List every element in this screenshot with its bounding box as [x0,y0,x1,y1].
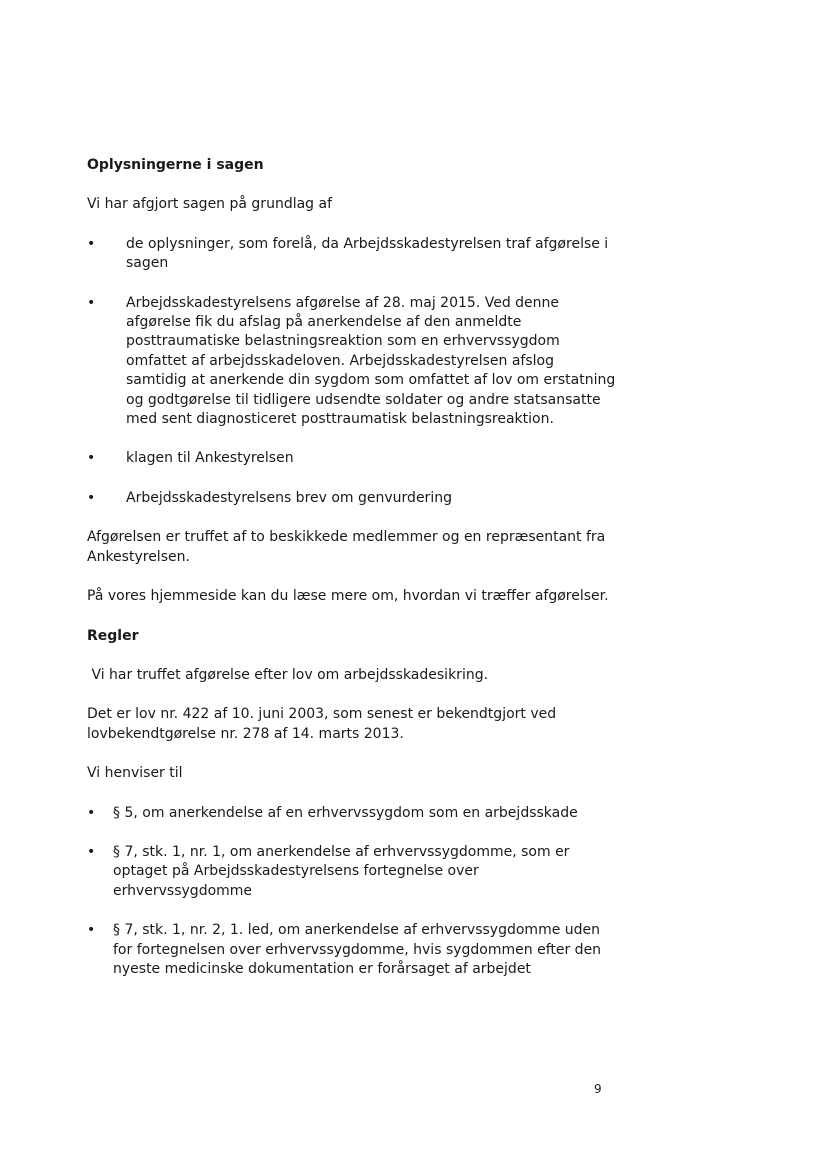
evidence-list [87,235,617,508]
list-item-text: Arbejdsskadestyrelsens brev om genvurdering [126,489,452,506]
references-list [87,804,617,980]
law-paragraph: Vi har truffet afgørelse efter lov om arbejdsskadesikring. [87,666,489,683]
list-item [87,235,617,274]
decision-makers-paragraph: Afgørelsen er truffet af to beskikkede medlemmer og en repræsentant fra Ankestyrelsen. [87,529,606,565]
section-heading-regler: Regler [87,627,139,644]
list-item-text: klagen til Ankestyrelsen [126,450,294,467]
list-item-text: Arbejdsskadestyrelsens afgørelse af 28. maj 2015. Ved denne afgørelse fik du afslag på anerkendelse af den anmeldte posttraumatiske belastningsreaktion som en erhvervssygdom omfattet af arbejdsskadeloven. Arbejdsskadestyrelsen afslog samtidig at anerkende din sygdom som omfattet af lov om erstatning og godtgørelse til tidligere udsendte soldater og andre statsansatte med sent diagnosticeret posttraumatisk belastningsreaktion. [126,294,616,428]
bullet-icon: • [87,804,96,821]
page-number: 9 [594,1082,602,1096]
bullet-icon: • [87,922,96,939]
list-item-text: de oplysninger, som forelå, da Arbejdsskadestyrelsen traf afgørelse i sagen [126,235,609,272]
list-item [87,294,617,430]
bullet-icon: • [87,489,96,506]
list-item [87,804,617,823]
section-heading-oplysninger: Oplysningerne i sagen [87,157,264,173]
list-item [87,921,617,979]
references-intro: Vi henviser til [87,765,183,782]
list-item [87,843,617,901]
bullet-icon: • [87,294,96,311]
list-item-text: § 7, stk. 1, nr. 1, om anerkendelse af erhvervssygdomme, som er optaget på Arbejdsskadestyrelsens fortegnelse over erhvervssygdomme [113,843,570,899]
bullet-icon: • [87,450,96,467]
bullet-icon: • [87,843,96,860]
law-reference-paragraph: Det er lov nr. 422 af 10. juni 2003, som senest er bekendtgjort ved lovbekendtgørelse nr. 278 af 14. marts 2013. [87,706,557,742]
document-body [87,156,617,979]
intro-paragraph: Vi har afgjort sagen på grundlag af [87,196,333,213]
bullet-icon: • [87,235,96,252]
list-item-text: § 5, om anerkendelse af en erhvervssygdom som en arbejdsskade [113,804,578,821]
website-paragraph: På vores hjemmeside kan du læse mere om, hvordan vi træffer afgørelser. [87,588,609,605]
list-item-text: § 7, stk. 1, nr. 2, 1. led, om anerkendelse af erhvervssygdomme uden for fortegnelsen over erhvervssygdomme, hvis sygdommen efter den nyeste medicinske dokumentation er forårsaget af arbejdet [113,922,602,977]
list-item [87,449,617,468]
list-item [87,489,617,508]
